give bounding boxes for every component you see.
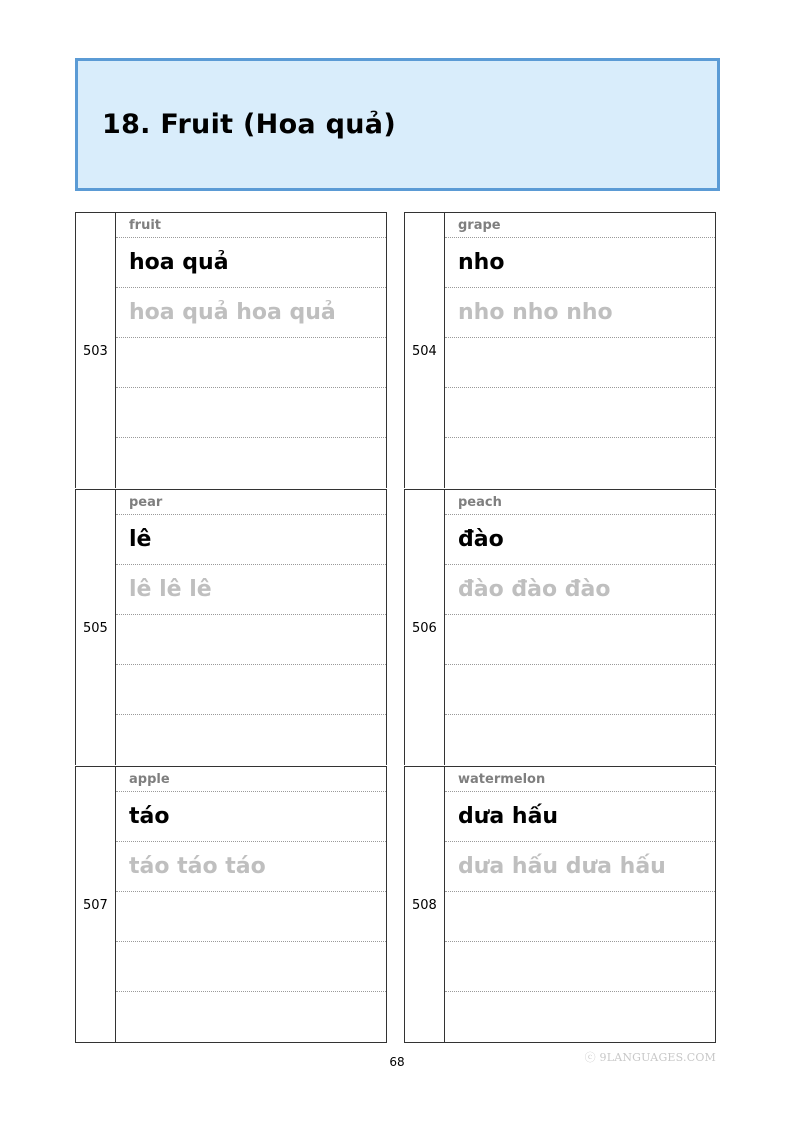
writing-line	[445, 892, 715, 942]
writing-line	[445, 715, 715, 765]
word-number: 507	[83, 898, 108, 913]
practice-trace: hoa quả hoa quả	[129, 300, 336, 325]
english-word: apple	[129, 772, 170, 787]
vietnamese-word: táo	[129, 804, 170, 829]
number-column	[405, 490, 445, 765]
writing-line	[445, 438, 715, 488]
page-number: 68	[389, 1055, 405, 1069]
writing-line	[445, 338, 715, 388]
writing-line	[445, 665, 715, 715]
vocab-card	[404, 489, 716, 765]
word-number: 505	[83, 621, 108, 636]
vietnamese-word: đào	[458, 527, 504, 552]
english-word: grape	[458, 218, 501, 233]
vietnamese-word: nho	[458, 250, 505, 275]
header-box	[75, 58, 720, 191]
vocab-card	[75, 766, 387, 1043]
writing-line	[445, 992, 715, 1042]
number-column	[76, 767, 116, 1042]
writing-line	[116, 438, 386, 488]
practice-trace: táo táo táo	[129, 854, 266, 879]
english-word: watermelon	[458, 772, 546, 787]
writing-line	[116, 715, 386, 765]
practice-trace: dưa hấu dưa hấu	[458, 854, 666, 879]
number-column	[405, 213, 445, 488]
writing-line	[445, 388, 715, 438]
copyright-notice: ⓒ 9LANGUAGES.COM	[584, 1051, 716, 1064]
writing-line	[445, 942, 715, 992]
practice-trace: đào đào đào	[458, 577, 611, 602]
vietnamese-word: hoa quả	[129, 250, 229, 275]
word-number: 503	[83, 344, 108, 359]
practice-trace: nho nho nho	[458, 300, 613, 325]
number-column	[405, 767, 445, 1042]
word-number: 504	[412, 344, 437, 359]
number-column	[76, 490, 116, 765]
vocab-card	[404, 766, 716, 1043]
english-word: pear	[129, 495, 163, 510]
writing-line	[116, 388, 386, 438]
vocab-card	[75, 489, 387, 765]
vocab-card	[404, 212, 716, 488]
writing-line	[116, 615, 386, 665]
writing-line	[116, 992, 386, 1042]
writing-line	[116, 942, 386, 992]
page-title: 18. Fruit (Hoa quả)	[102, 109, 396, 140]
number-column	[76, 213, 116, 488]
practice-trace: lê lê lê	[129, 577, 212, 602]
word-number: 508	[412, 898, 437, 913]
vietnamese-word: dưa hấu	[458, 804, 559, 829]
writing-line	[116, 892, 386, 942]
vietnamese-word: lê	[129, 527, 152, 552]
word-number: 506	[412, 621, 437, 636]
writing-line	[116, 665, 386, 715]
vocab-card	[75, 212, 387, 488]
english-word: fruit	[129, 218, 161, 233]
writing-line	[116, 338, 386, 388]
writing-line	[445, 615, 715, 665]
english-word: peach	[458, 495, 502, 510]
